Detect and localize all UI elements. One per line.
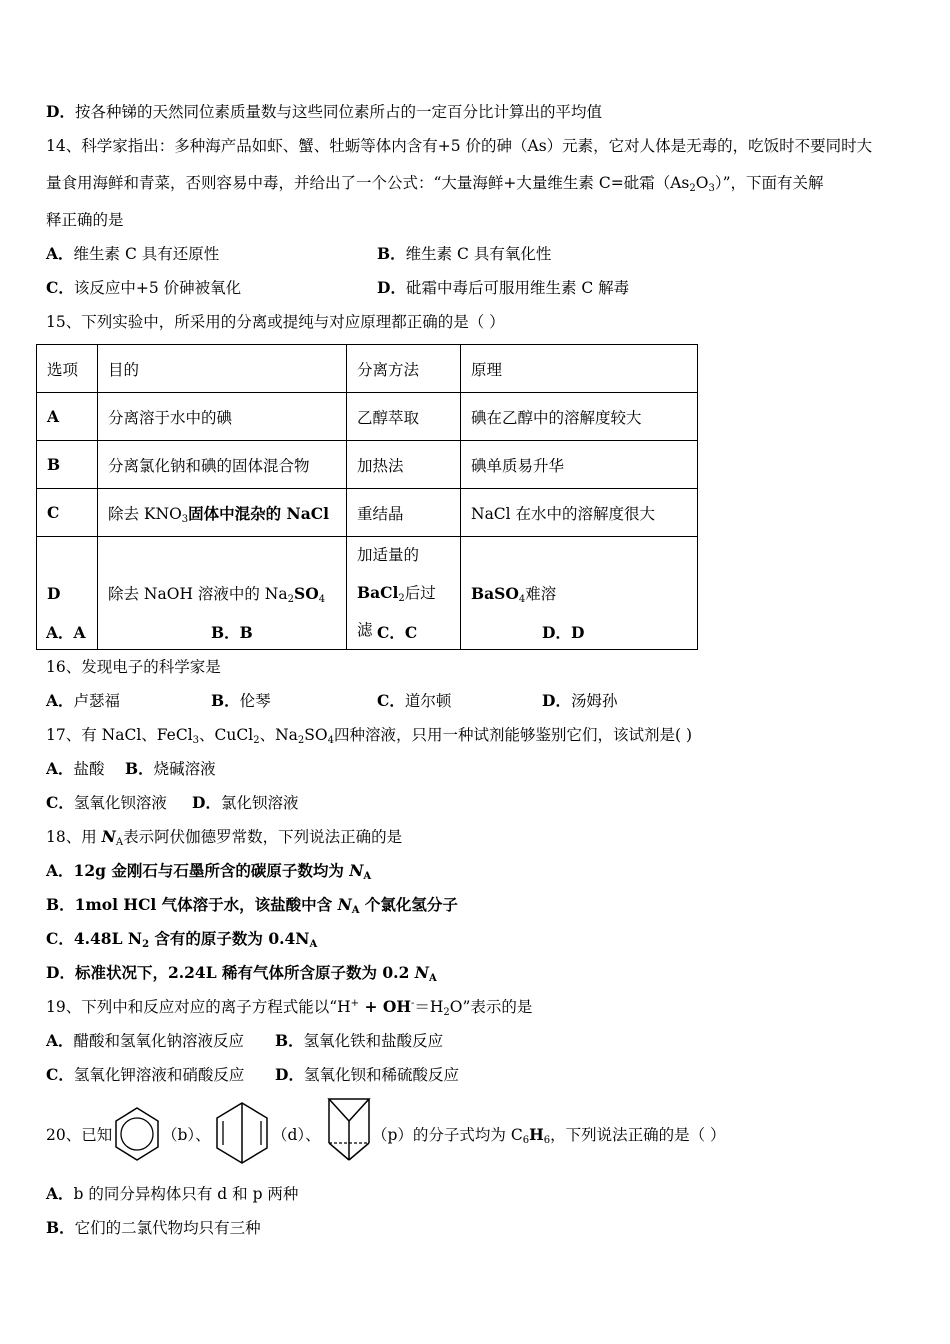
q14-line2-sub1: 2 [689, 183, 696, 194]
q20-option-b-label: B． [46, 1218, 75, 1237]
q16-option-d-label: D． [542, 691, 571, 710]
table-cell: 分离氯化钠和碘的固体混合物 [98, 441, 347, 489]
q20-option-b-text: 它们的二氯代物均只有三种 [74, 1219, 261, 1237]
q19-option-a-text: 醋酸和氢氧化钠溶液反应 [73, 1032, 245, 1050]
q19-option-d [275, 1065, 459, 1085]
table-cell: 加热法 [347, 441, 461, 489]
q18-option-c [46, 929, 317, 949]
q16-option-a-text: 卢瑟福 [73, 692, 121, 710]
q19-stem-d: O”表示的是 [449, 998, 533, 1016]
q19-sup2: - [411, 998, 415, 1009]
q16-option-b-label: B． [211, 691, 240, 710]
q15-option-d-label: D． [542, 623, 571, 642]
table-header-cell: 原理 [461, 345, 698, 393]
table-cell [98, 489, 347, 537]
q19-option-b-label: B． [275, 1031, 304, 1050]
cell-text: 后过滤 [357, 584, 436, 639]
benzene-structure-icon [112, 1105, 162, 1165]
q17-option-c-label: C． [46, 793, 74, 812]
q19-option-d-text: 氢氧化钡和稀硫酸反应 [303, 1066, 459, 1084]
q19-stem-c: ＝H [414, 998, 444, 1016]
q18-option-a-nsub: A [363, 871, 372, 882]
q20-p-label [372, 1125, 726, 1145]
q19-option-c-label: C． [46, 1065, 74, 1084]
q17-stem-c: 、Na [259, 726, 298, 744]
q19-option-b-text: 氢氧化铁和盐酸反应 [303, 1032, 444, 1050]
table-cell: 重结晶 [347, 489, 461, 537]
q19-sub1: 2 [443, 1007, 450, 1018]
cell-text: 除去 NaOH 溶液中的 Na [108, 585, 288, 603]
q14-option-c [46, 278, 241, 298]
q17-stem-b: 、CuCl [199, 726, 254, 744]
q14-option-d-label: D． [377, 278, 406, 297]
table-cell: 分离溶于水中的碘 [98, 393, 347, 441]
cell-sub: 3 [181, 513, 189, 525]
q18-option-b-n: N [337, 895, 352, 914]
table-header-cell: 目的 [98, 345, 347, 393]
q14-option-c-text: 该反应中+5 价砷被氧化 [73, 279, 242, 297]
q17-stem-e: 四种溶液，只用一种试剂能够鉴别它们，该试剂是( ) [333, 726, 693, 744]
q19-option-b [275, 1031, 443, 1051]
q16-option-a [46, 691, 120, 711]
q20-p-mid: H [529, 1125, 544, 1144]
q18-option-a-n: N [349, 861, 364, 880]
q14-option-a-label: A． [46, 244, 74, 263]
q14-option-b [377, 244, 551, 264]
q15-option-a-text: A [73, 623, 86, 642]
q13-option-d [46, 102, 602, 122]
q14-line2-b: O [695, 174, 709, 192]
q17-sub1: 3 [192, 735, 200, 746]
q17-option-a-label: A． [46, 759, 74, 778]
q18-stem-n: N [101, 827, 116, 846]
q20-option-a-text: b 的同分异构体只有 d 和 p 两种 [73, 1185, 299, 1203]
cell-text: 固体中混杂的 NaCl [188, 503, 329, 523]
q19-stem-a: 19、下列中和反应对应的离子方程式能以“H [46, 998, 351, 1016]
table-header-row [37, 345, 698, 393]
q17-option-b [125, 759, 216, 779]
q17-sub2: 2 [253, 735, 260, 746]
q18-option-c-sub: 2 [142, 939, 150, 950]
cell-text: 除去 KNO [108, 504, 182, 523]
table-row [37, 393, 698, 441]
cell-text: BaCl [357, 583, 399, 602]
q14-option-b-text: 维生素 C 具有氧化性 [405, 245, 552, 263]
q17-option-a-text: 盐酸 [73, 760, 105, 778]
table-cell: A [37, 393, 98, 441]
q20-d-label: （d）、 [272, 1126, 321, 1144]
q16-option-a-label: A． [46, 691, 74, 710]
dewar-benzene-structure-icon [214, 1101, 270, 1165]
q17-option-c [46, 793, 167, 813]
q18-stem-nsub: A [115, 837, 124, 848]
q19-stem-b: + OH [359, 997, 411, 1016]
q18-option-d-text: 标准状况下，2.24L 稀有气体所含原子数为 0.2 [74, 963, 415, 982]
q20-prefix: 20、已知 [46, 1126, 113, 1144]
q20-option-b [46, 1218, 261, 1238]
q15-option-b-label: B． [211, 623, 240, 642]
table-cell: 乙醇萃取 [347, 393, 461, 441]
q18-option-a-text: 12g 金刚石与石墨所含的碳原子数均为 [73, 861, 350, 880]
q14-option-a-text: 维生素 C 具有还原性 [73, 245, 220, 263]
q17-option-c-text: 氢氧化钡溶液 [73, 794, 167, 812]
q18-option-d [46, 963, 437, 983]
q18-option-d-nsub: A [428, 973, 437, 984]
q14-option-b-label: B． [377, 244, 406, 263]
q15-option-d-text: D [570, 623, 585, 642]
q20-option-a-label: A． [46, 1184, 74, 1203]
cell-sub: 2 [398, 593, 405, 604]
table-row [37, 489, 698, 537]
q17-option-b-text: 烧碱溶液 [153, 760, 216, 778]
q17-sub4: 4 [327, 735, 334, 746]
q17-option-d-label: D． [192, 793, 221, 812]
q15-option-b [211, 623, 253, 643]
table-header-cell: 选项 [37, 345, 98, 393]
q14-option-d [377, 278, 629, 298]
q18-option-c-nsub: A [309, 939, 318, 950]
q13-option-d-label: D． [46, 102, 75, 121]
q15-option-b-text: B [239, 623, 253, 642]
q16-option-b-text: 伦琴 [239, 692, 271, 710]
q18-option-b-nsub: A [351, 905, 360, 916]
q14-stem-line3: 释正确的是 [46, 211, 124, 229]
cell-sub: 4 [318, 594, 326, 605]
q14-line2-c: ）”，下面有关解 [714, 174, 824, 192]
q18-option-b-text2: 个氯化氢分子 [359, 895, 458, 914]
q16-stem: 16、发现电子的科学家是 [46, 658, 221, 676]
q18-option-d-label: D． [46, 963, 75, 982]
q20-p-sub1: 6 [522, 1135, 530, 1146]
cell-text: 难溶 [525, 585, 557, 603]
q14-option-c-label: C． [46, 278, 74, 297]
q18-stem-a: 18、用 [46, 828, 102, 846]
cell-text: BaSO [471, 584, 519, 603]
q15-option-a [46, 623, 86, 643]
q20-p-label-text: （p）的分子式均为 C [372, 1126, 523, 1144]
q18-option-c-text1: 4.48L N [73, 929, 143, 948]
q18-stem [46, 827, 402, 847]
q18-option-b-text1: 1mol HCl 气体溶于水，该盐酸中含 [74, 895, 338, 914]
q17-stem-a: 17、有 NaCl、FeCl [46, 726, 193, 744]
q16-option-d-text: 汤姆孙 [570, 692, 618, 710]
q19-stem [46, 997, 532, 1017]
q17-sub3: 2 [297, 735, 305, 746]
q18-option-a [46, 861, 371, 881]
q20-option-a [46, 1184, 298, 1204]
q18-option-c-label: C． [46, 929, 74, 948]
q15-option-c-text: C [404, 623, 418, 642]
q17-option-a [46, 759, 105, 779]
q16-option-c-label: C． [377, 691, 405, 710]
table-header-cell: 分离方法 [347, 345, 461, 393]
cell-sub: 2 [287, 594, 294, 605]
q17-stem-d: SO [304, 726, 328, 744]
q14-stem-line1: 14、科学家指出：多种海产品如虾、蟹、牡蛎等体内含有+5 价的砷（As）元素，它对人体是无毒的，吃饭时不要同时大 [46, 137, 873, 155]
prismane-structure-icon [326, 1095, 372, 1163]
q14-line2-a: 量食用海鲜和青菜，否则容易中毒，并给出了一个公式：“大量海鲜+大量维生素 C=砒霜（As [46, 174, 690, 192]
q15-option-a-label: A． [46, 623, 74, 642]
q14-line2-sub2: 3 [708, 183, 715, 194]
q18-option-d-n: N [414, 963, 429, 982]
q14-option-d-text: 砒霜中毒后可服用维生素 C 解毒 [405, 279, 630, 297]
q15-stem: 15、下列实验中，所采用的分离或提纯与对应原理都正确的是（ ） [46, 313, 505, 331]
table-cell: 碘单质易升华 [461, 441, 698, 489]
q20-b-label: （b）、 [162, 1126, 211, 1144]
q14-option-a [46, 244, 219, 264]
table-cell: NaCl 在水中的溶解度很大 [461, 489, 698, 537]
q19-option-c [46, 1065, 244, 1085]
q17-option-d [192, 793, 298, 813]
q19-option-a [46, 1031, 244, 1051]
q15-table [36, 344, 698, 650]
table-cell: B [37, 441, 98, 489]
q14-stem-line2 [46, 173, 824, 193]
cell-text: SO [294, 584, 319, 603]
q16-option-b [211, 691, 271, 711]
q18-option-b-label: B． [46, 895, 75, 914]
cell-sub: 4 [518, 594, 526, 605]
q18-stem-b: 表示阿伏伽德罗常数，下列说法正确的是 [123, 828, 403, 846]
q13-option-d-text: 按各种锑的天然同位素质量数与这些同位素所占的一定百分比计算出的平均值 [74, 103, 602, 121]
q16-option-c [377, 691, 451, 711]
table-row [37, 537, 698, 650]
q17-option-b-label: B． [125, 759, 154, 778]
q20-p-tail: ，下列说法正确的是（ ） [550, 1126, 726, 1144]
table-cell: D [37, 537, 98, 650]
q15-option-c-label: C． [377, 623, 405, 642]
q17-option-d-text: 氯化钡溶液 [220, 794, 299, 812]
q15-option-d [542, 623, 584, 643]
q19-option-c-text: 氢氧化钾溶液和硝酸反应 [73, 1066, 245, 1084]
q18-option-c-text2: 含有的原子数为 0.4N [149, 929, 310, 948]
q20-p-sub2: 6 [543, 1135, 551, 1146]
q16-option-d [542, 691, 617, 711]
q19-option-a-label: A． [46, 1031, 74, 1050]
q18-option-a-label: A． [46, 861, 74, 880]
q17-stem [46, 725, 692, 745]
q16-option-c-text: 道尔顿 [404, 692, 452, 710]
q18-option-b [46, 895, 458, 915]
q19-option-d-label: D． [275, 1065, 304, 1084]
cell-text: 加适量的 [357, 546, 420, 564]
table-row [37, 441, 698, 489]
q19-sup1: + [350, 998, 360, 1009]
table-cell: 碘在乙醇中的溶解度较大 [461, 393, 698, 441]
table-cell: C [37, 489, 98, 537]
q15-option-c [377, 623, 417, 643]
